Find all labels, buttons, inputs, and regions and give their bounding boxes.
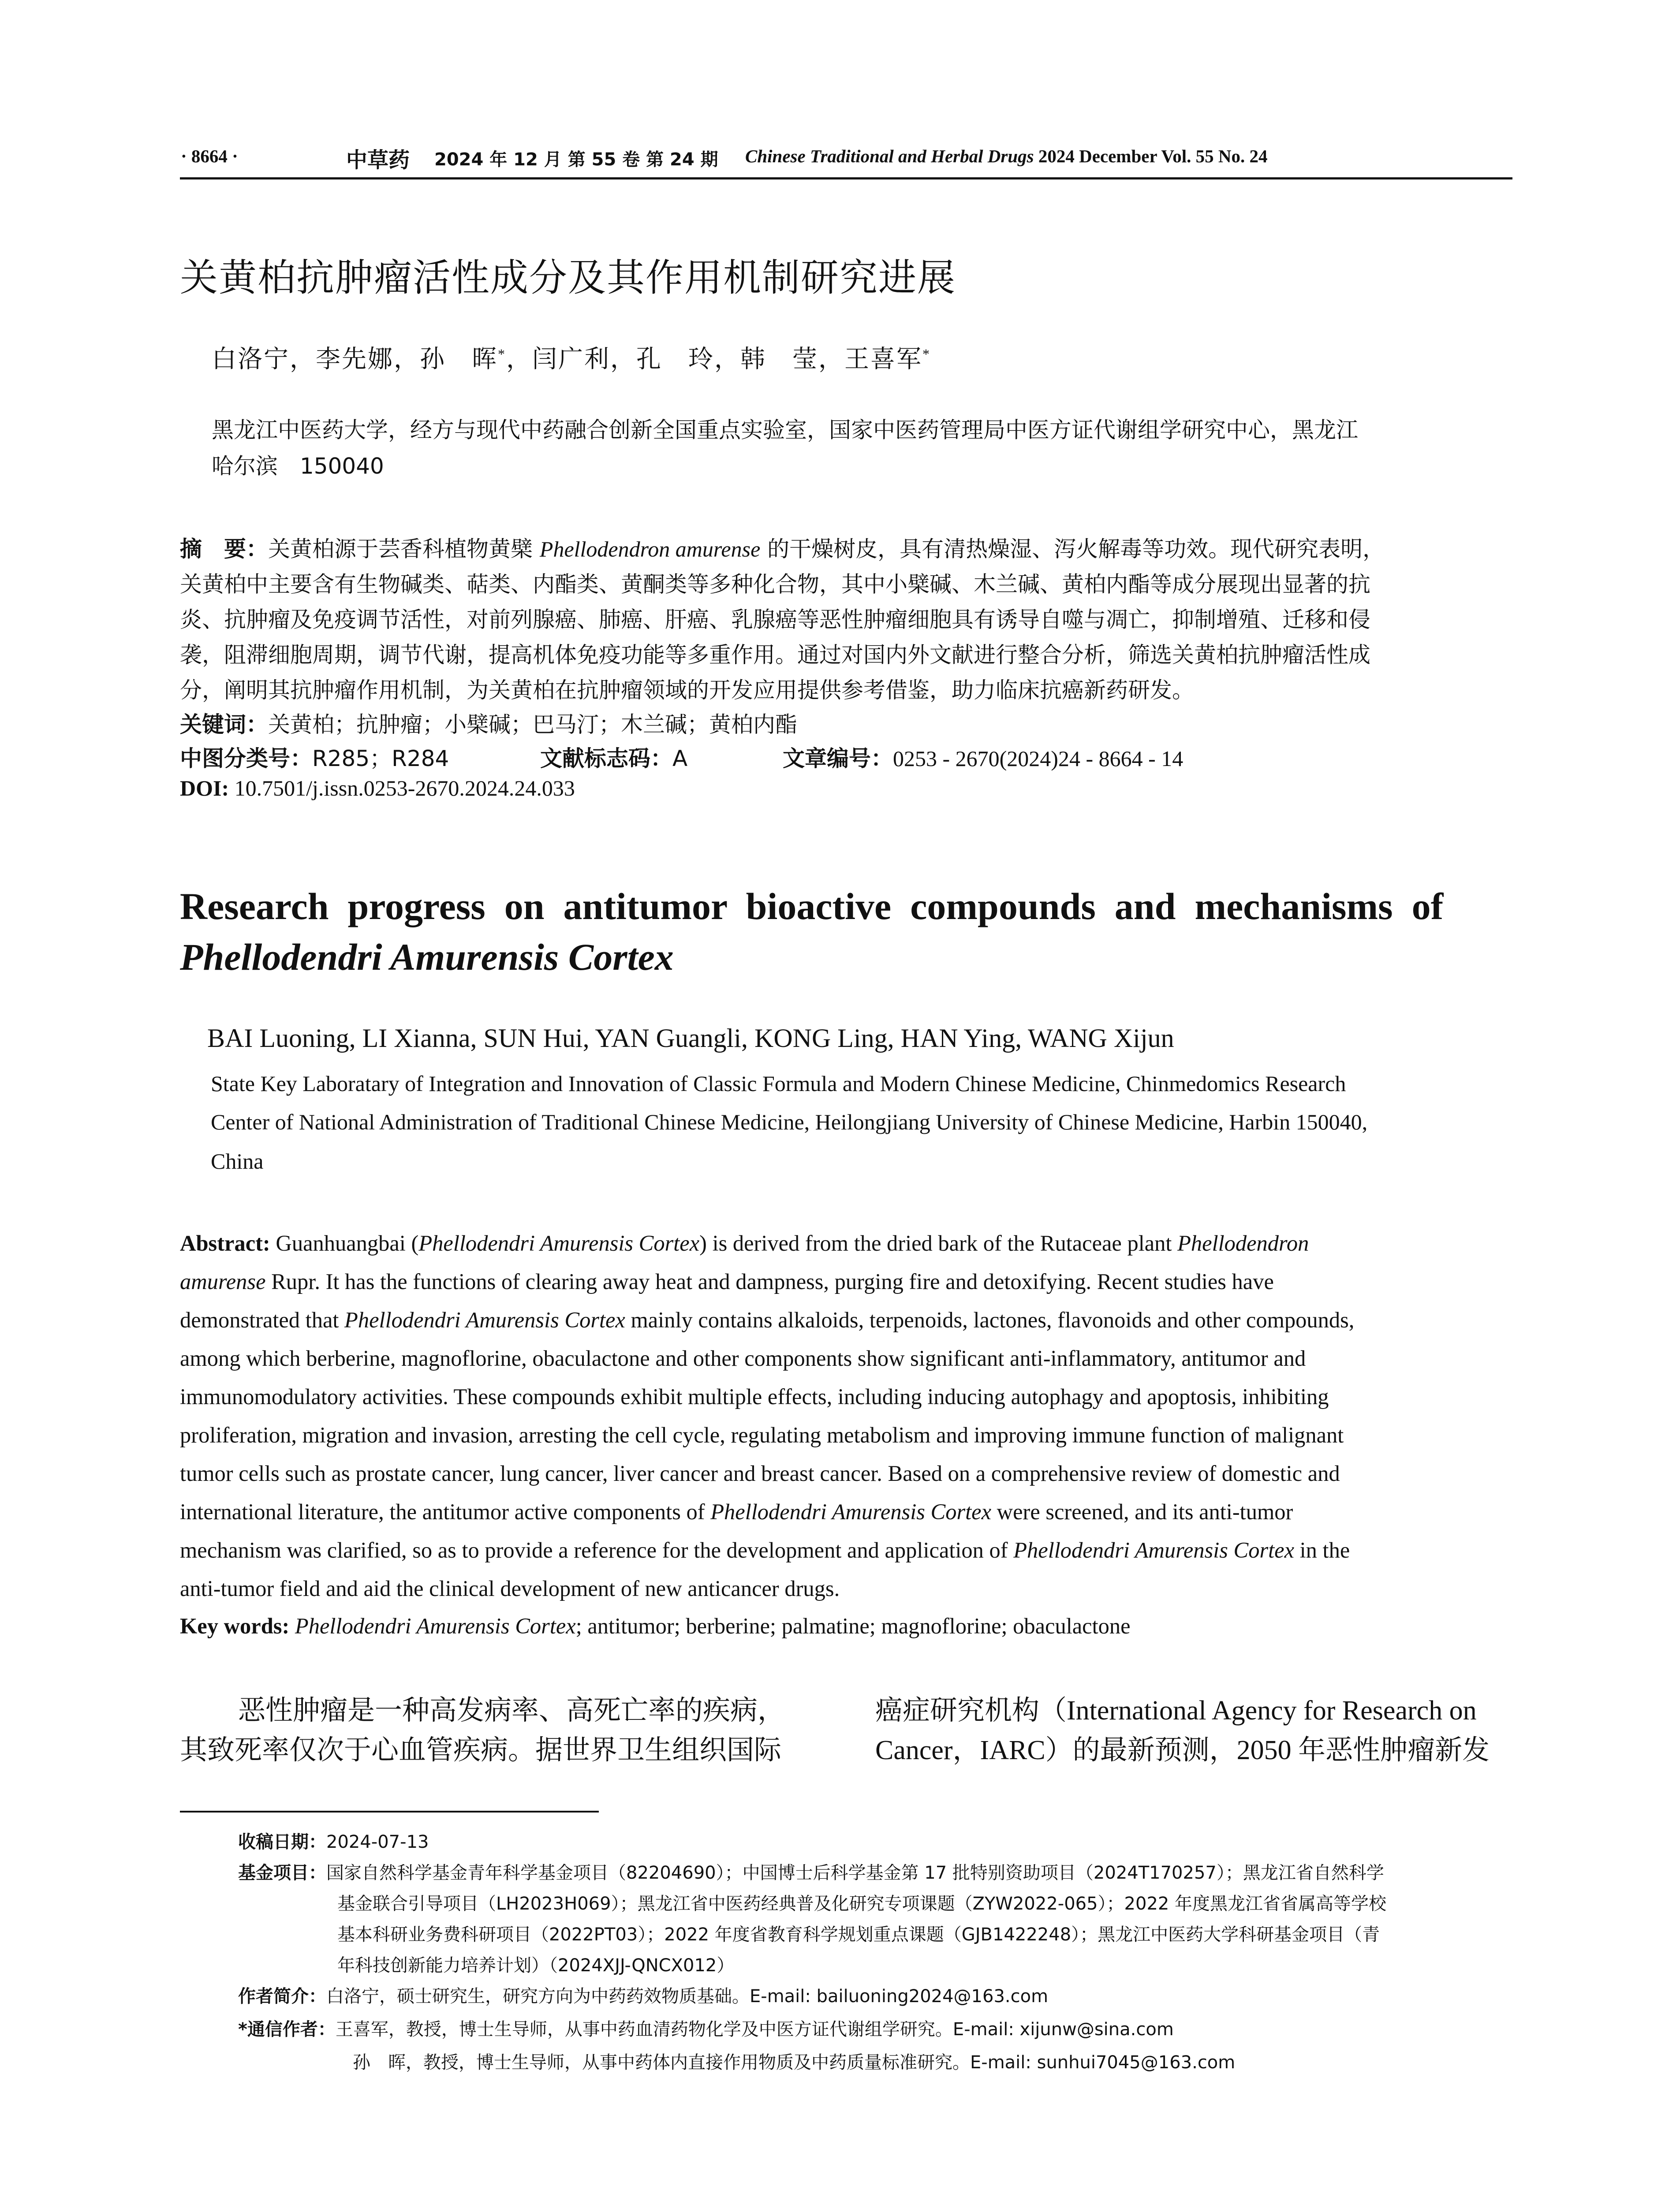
keywords-text-en: ; antitumor; berberine; palmatine; magnoflorine; obaculactone xyxy=(575,1614,1131,1638)
clc-label: 中图分类号： xyxy=(180,746,312,771)
abstract-text: in the xyxy=(1294,1538,1350,1562)
author-bio-label: 作者简介： xyxy=(238,1986,326,2007)
species-name: Phellodendri Amurensis Cortex xyxy=(1013,1538,1295,1562)
paper-title-en-line2: Phellodendri Amurensis Cortex xyxy=(180,936,674,978)
abstract-en-line xyxy=(180,1307,1354,1333)
abstract-text: Guanhuangbai ( xyxy=(270,1231,419,1256)
affiliation-en-line: China xyxy=(211,1149,264,1174)
footnote-rule xyxy=(180,1811,599,1813)
article-no-label: 文章编号： xyxy=(783,746,893,771)
abstract-en-line xyxy=(180,1499,1293,1525)
keywords-cn xyxy=(180,707,797,739)
corresponding-label: *通信作者： xyxy=(238,2019,336,2040)
abstract-text: international literature, the antitumor active components of xyxy=(180,1499,711,1524)
corresponding-text: 王喜军，教授，博士生导师，从事中药血清药物化学及中医方证代谢组学研究。E-mail: xijunw@sina.com xyxy=(335,2019,1174,2040)
abstract-cn-line xyxy=(180,531,1385,563)
doc-code-value: A xyxy=(672,746,688,771)
classification-line xyxy=(180,741,449,773)
abstract-text: 关黄柏源于芸香科植物黄檗 xyxy=(268,536,540,562)
keywords-text-cn: 关黄柏；抗肿瘤；小檗碱；巴马汀；木兰碱；黄柏内酯 xyxy=(268,712,797,737)
paper-title-en: Research progress on antitumor bioactive compounds and mechanisms of xyxy=(180,885,1444,927)
abstract-cn-line: 袭，阻滞细胞周期，调节代谢，提高机体免疫功能等多重作用。通过对国内外文献进行整合分析，筛选关黄柏抗肿瘤活性成 xyxy=(180,642,1370,668)
abstract-en-line: tumor cells such as prostate cancer, lung cancer, liver cancer and breast cancer. Based on a comprehensive review of domestic and xyxy=(180,1461,1340,1486)
author-bio-text: 白洛宁，硕士研究生，研究方向为中药药效物质基础。E-mail: bailuoning2024@163.com xyxy=(326,1986,1049,2007)
header-rule xyxy=(180,177,1512,179)
abstract-en-line: anti-tumor field and aid the clinical development of new anticancer drugs. xyxy=(180,1576,840,1601)
abstract-en-line xyxy=(180,1269,1274,1294)
abstract-en-line: among which berberine, magnoflorine, obaculactone and other components show significant anti-inflammatory, antitumor and xyxy=(180,1346,1306,1371)
corresponding-author xyxy=(238,2015,1174,2041)
abstract-en-line: immunomodulatory activities. These compounds exhibit multiple effects, including inducing autophagy and apoptosis, inhibiting xyxy=(180,1384,1329,1409)
affiliation-cn-line: 哈尔滨 150040 xyxy=(212,453,384,479)
corresponding-author-2: 孙 晖，教授，博士生导师，从事中药体内直接作用物质及中药质量标准研究。E-mail: sunhui7045@163.com xyxy=(353,2052,1236,2073)
document-code xyxy=(540,741,687,773)
affiliation-en-line: Center of National Administration of Traditional Chinese Medicine, Heilongjiang University of Chinese Medicine, Harbin 150040, xyxy=(211,1110,1368,1134)
abstract-text: mechanism was clarified, so as to provide a reference for the development and application of xyxy=(180,1538,1014,1562)
author-bio xyxy=(238,1982,1048,2007)
species-name: Phellodendri Amurensis Cortex xyxy=(344,1308,625,1332)
paper-title-cn: 关黄柏抗肿瘤活性成分及其作用机制研究进展 xyxy=(180,256,956,300)
doi-line xyxy=(180,775,575,801)
page-number: · 8664 · xyxy=(181,146,238,166)
keywords-label-en: Key words: xyxy=(180,1614,290,1638)
abstract-en-line xyxy=(180,1537,1350,1563)
clc-value: R285；R284 xyxy=(312,746,449,771)
abstract-en-line xyxy=(180,1230,1309,1256)
abstract-label-en: Abstract: xyxy=(180,1231,270,1256)
abstract-cn-line: 关黄柏中主要含有生物碱类、萜类、内酯类、黄酮类等多种化合物，其中小檗碱、木兰碱、黄柏内酯等成分展现出显著的抗 xyxy=(180,572,1370,597)
corresponding-mark-2: * xyxy=(922,346,931,362)
fund-label: 基金项目： xyxy=(238,1863,326,1883)
abstract-text: mainly contains alkaloids, terpenoids, lactones, flavonoids and other compounds, xyxy=(625,1308,1355,1332)
abstract-text: ) is derived from the dried bark of the Rutaceae plant xyxy=(699,1231,1178,1256)
species-name: Phellodendri Amurensis Cortex xyxy=(418,1231,700,1256)
corresponding-mark-1: * xyxy=(498,346,506,362)
body-text-line: 癌症研究机构（International Agency for Research on xyxy=(875,1696,1477,1726)
fund-line: 基本科研业务费科研项目（2022PT03）；2022 年度省教育科学规划重点课题（GJB1422248）；黑龙江中医药大学科研基金项目（青 xyxy=(337,1925,1380,1945)
article-no-value: 0253 - 2670(2024)24 - 8664 - 14 xyxy=(893,746,1183,771)
fund-line: 年科技创新能力培养计划）（2024XJJ-QNCX012） xyxy=(337,1955,735,1976)
received-label: 收稿日期： xyxy=(238,1832,326,1852)
article-number xyxy=(783,741,1183,773)
affiliation-en-line: State Key Laboratary of Integration and Innovation of Classic Formula and Modern Chinese Medicine, Chinmedomics Research xyxy=(211,1071,1346,1096)
doi-label: DOI: xyxy=(180,776,229,800)
abstract-text: Rupr. It has the functions of clearing away heat and dampness, purging fire and detoxifying. Recent studies have xyxy=(265,1269,1274,1294)
keywords-en xyxy=(180,1613,1131,1639)
fund-line: 基金联合引导项目（LH2023H069）；黑龙江省中医药经典普及化研究专项课题（ZYW2022-065）；2022 年度黑龙江省省属高等学校 xyxy=(337,1894,1387,1914)
species-name: Phellodendri Amurensis Cortex xyxy=(710,1499,991,1524)
journal-info-en xyxy=(745,146,1268,167)
doc-code-label: 文献标志码： xyxy=(540,746,672,771)
abstract-en-line: proliferation, migration and invasion, arresting the cell cycle, regulating metabolism and improving immune function of malignant xyxy=(180,1423,1344,1447)
affiliation-cn-line: 黑龙江中医药大学，经方与现代中药融合创新全国重点实验室，国家中医药管理局中医方证代谢组学研究中心，黑龙江 xyxy=(212,417,1358,443)
body-text-line: Cancer，IARC）的最新预测，2050 年恶性肿瘤新发 xyxy=(875,1735,1490,1765)
abstract-cn-line: 炎、抗肿瘤及免疫调节活性，对前列腺癌、肺癌、肝癌、乳腺癌等恶性肿瘤细胞具有诱导自噬与凋亡，抑制增殖、迁移和侵 xyxy=(180,607,1370,632)
received-value: 2024-07-13 xyxy=(326,1832,429,1852)
species-name: Phellodendron xyxy=(1177,1231,1309,1256)
issue-info-en: 2024 December Vol. 55 No. 24 xyxy=(1038,146,1268,166)
doi-value: 10.7501/j.issn.0253-2670.2024.24.033 xyxy=(234,776,575,800)
species-name: Phellodendri Amurensis Cortex xyxy=(295,1614,576,1638)
abstract-text: 的干燥树皮，具有清热燥湿、泻火解毒等功效。现代研究表明， xyxy=(760,536,1385,562)
abstract-text: were screened, and its anti-tumor xyxy=(991,1499,1293,1524)
abstract-label-cn: 摘 要： xyxy=(180,536,268,562)
journal-name-cn: 中草药 xyxy=(346,148,410,172)
journal-name-en: Chinese Traditional and Herbal Drugs xyxy=(745,146,1034,166)
author-list-cn xyxy=(212,340,931,375)
species-name: amurense xyxy=(180,1269,266,1294)
received-date xyxy=(238,1828,429,1853)
author-list-en: BAI Luoning, LI Xianna, SUN Hui, YAN Guangli, KONG Ling, HAN Ying, WANG Xijun xyxy=(207,1024,1174,1053)
abstract-cn-line: 分，阐明其抗肿瘤作用机制，为关黄柏在抗肿瘤领域的开发应用提供参考借鉴，助力临床抗癌新药研发。 xyxy=(180,677,1194,703)
authors-part-1: 白洛宁，李先娜，孙 晖 xyxy=(212,346,498,373)
keywords-label-cn: 关键词： xyxy=(180,712,268,737)
fund-line xyxy=(238,1859,1384,1884)
keywords-space xyxy=(289,1614,295,1638)
species-name: Phellodendron amurense xyxy=(539,537,761,561)
body-text-line: 恶性肿瘤是一种高发病率、高死亡率的疾病， xyxy=(238,1696,785,1726)
body-text-line: 其致死率仅次于心血管疾病。据世界卫生组织国际 xyxy=(180,1735,782,1765)
fund-text: 国家自然科学基金青年科学基金项目（82204690）；中国博士后科学基金第 17 批特别资助项目（2024T170257）；黑龙江省自然科学 xyxy=(326,1863,1384,1883)
issue-info-cn: 2024 年 12 月 第 55 卷 第 24 期 xyxy=(434,149,718,170)
abstract-text: demonstrated that xyxy=(180,1308,345,1332)
authors-part-2: ，闫广利，孔 玲，韩 莹，王喜军 xyxy=(506,346,922,373)
